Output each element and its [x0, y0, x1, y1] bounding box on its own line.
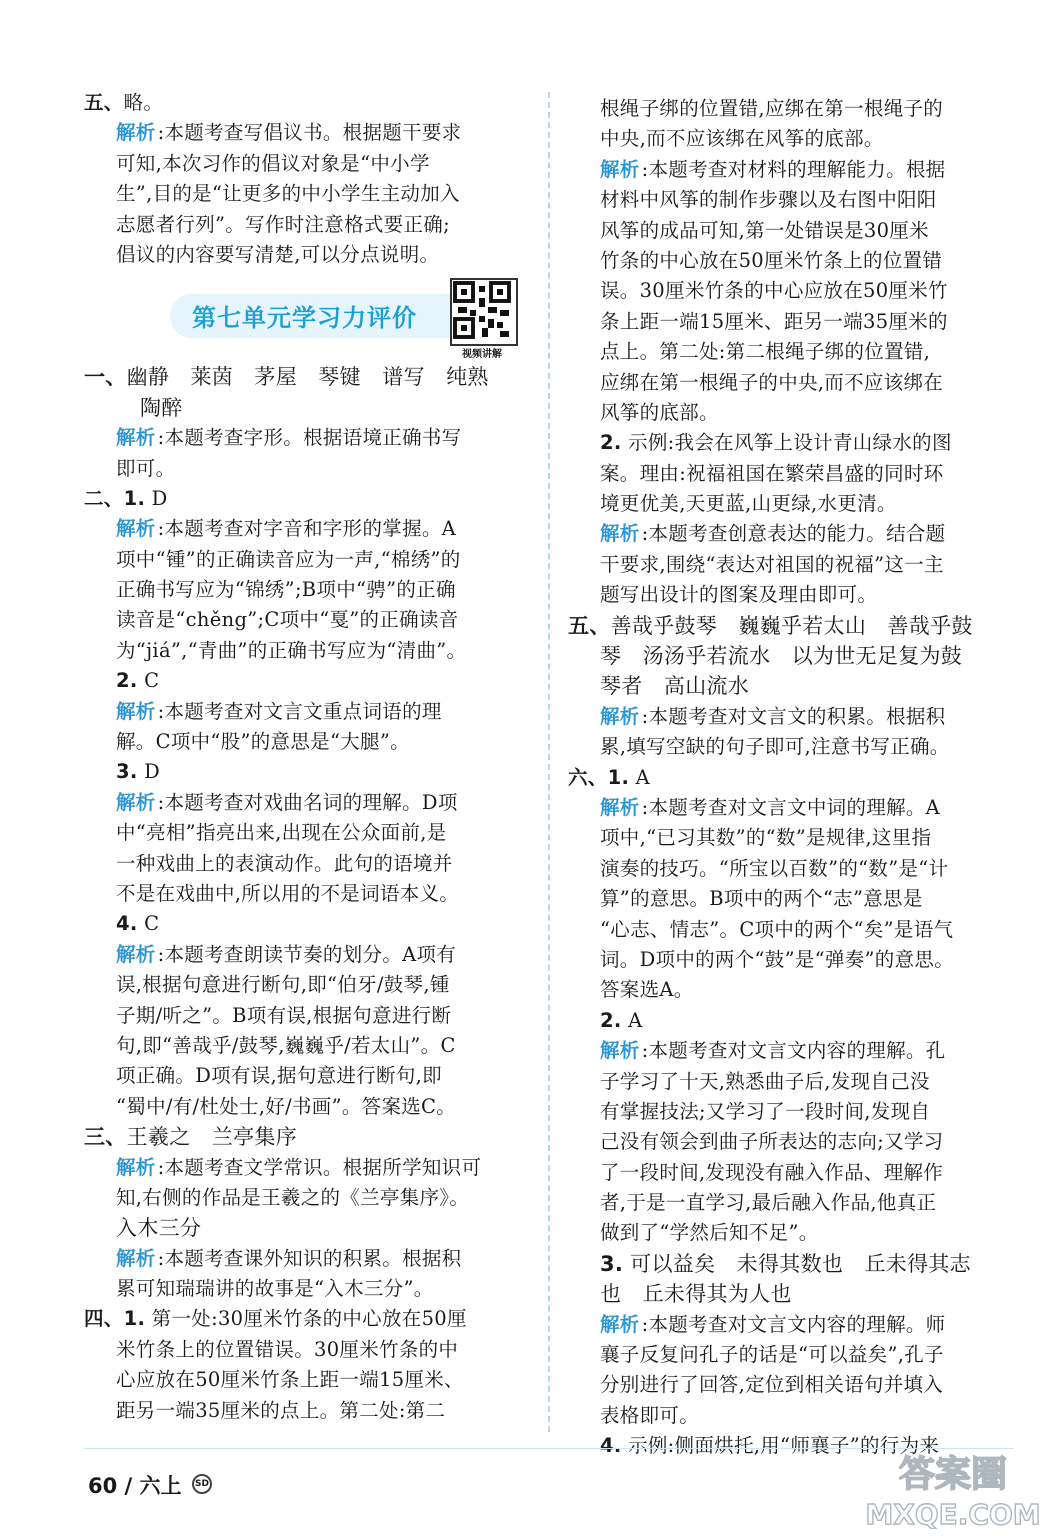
text-line: [568, 276, 1012, 306]
column-divider: [548, 92, 550, 1432]
line-text: 襄子反复问孔子的话是“可以益矣”,孔子: [600, 1343, 944, 1367]
line-text: 一种戏曲上的表演动作。此句的语境并: [116, 851, 453, 875]
text-line: [568, 519, 1012, 549]
page-number: 60 / 六上: [88, 1474, 182, 1498]
watermark-bottom-text: MXQE.COM: [865, 1498, 1041, 1531]
text-line: [84, 1335, 532, 1365]
text-line: [568, 489, 1012, 519]
line-text: 做到了“学然后知不足”。: [600, 1221, 819, 1245]
line-text: 可知,本次习作的倡议对象是“中小学: [116, 151, 430, 175]
text-line: [84, 879, 532, 909]
analysis-tag: 解析: [116, 699, 156, 723]
line-text: 距另一端35厘米的点上。第二处:第二: [116, 1398, 446, 1422]
text-line: [84, 940, 532, 970]
line-text: 累可知瑞瑞讲的故事是“入木三分”。: [116, 1277, 434, 1301]
line-text: 了一段时间,发现没有融入作品、理解作: [600, 1160, 944, 1184]
line-text: D: [137, 760, 161, 784]
line-text: :本题考查对文言文中词的理解。A: [641, 795, 941, 819]
text-line: [568, 337, 1012, 367]
qr-code-icon[interactable]: [450, 278, 518, 346]
line-text: C: [137, 669, 160, 693]
text-line: [84, 1031, 532, 1061]
line-text: :本题考查字形。根据语境正确书写: [157, 426, 462, 450]
line-text: 解。C项中“股”的意思是“大腿”。: [116, 730, 410, 754]
text-line: [568, 124, 1012, 154]
text-line: [84, 970, 532, 1000]
text-line: [84, 1092, 532, 1122]
line-text: :本题考查对文言文内容的理解。师: [641, 1312, 946, 1336]
text-line: [568, 94, 1012, 124]
section-number: 二、: [84, 486, 124, 510]
line-text: :本题考查朗读节奏的划分。A项有: [157, 942, 457, 966]
line-text: 演奏的技巧。“所宝以百数”的“数”是“计: [600, 856, 949, 880]
text-line: [84, 575, 532, 605]
line-text: 幽静 莱茵 茅屋 琴键 谱写 纯熟: [126, 365, 489, 390]
text-line: [568, 702, 1012, 732]
text-line: [568, 1218, 1012, 1248]
text-line: [84, 454, 532, 484]
question-number: 2.: [116, 669, 138, 693]
text-line: [568, 975, 1012, 1005]
line-text: “蜀中/有/杜处士,好/书画”。答案选C。: [116, 1094, 457, 1118]
text-line: [84, 1244, 532, 1274]
text-line: [84, 727, 532, 757]
text-line: [568, 155, 1012, 185]
text-line: [568, 884, 1012, 914]
line-text: :本题考查对戏曲名词的理解。D项: [157, 790, 458, 814]
text-line: [84, 545, 532, 575]
line-text: 生”,目的是“让更多的中小学生主动加入: [116, 182, 460, 206]
line-text: 应绑在第一根绳子的中央,而不应该绑在: [600, 370, 944, 394]
line-text: :本题考查对材料的理解能力。根据: [641, 157, 946, 181]
text-line: [568, 611, 1012, 641]
question-number: 1.: [607, 765, 630, 789]
analysis-tag: 解析: [116, 121, 156, 145]
analysis-tag: 解析: [600, 522, 640, 546]
text-line: [568, 1370, 1012, 1400]
text-line: [568, 1340, 1012, 1370]
line-text: 算”的意思。B项中的两个“志”意思是: [600, 887, 923, 911]
line-text: 根绳子绑的位置错,应绑在第一根绳子的: [600, 97, 944, 120]
text-line: [568, 854, 1012, 884]
line-text: 即可。: [116, 456, 176, 480]
line-text: 米竹条上的位置错误。30厘米竹条的中: [116, 1337, 459, 1361]
analysis-tag: 解析: [600, 704, 640, 728]
line-text: 子期/听之”。B项有误,根据句意进行断: [116, 1003, 452, 1027]
line-text: 误,根据句意进行断句,即“伯牙/鼓琴,锺: [116, 973, 450, 997]
text-line: [84, 788, 532, 818]
line-text: :本题考查对字音和字形的掌握。A: [157, 517, 457, 541]
line-text: 陶醉: [140, 395, 183, 420]
line-text: 表格即可。: [600, 1403, 700, 1427]
line-text: 点上。第二处:第二根绳子绑的位置错,: [600, 340, 931, 364]
text-line: [568, 1249, 1012, 1279]
text-line: [84, 1061, 532, 1091]
text-line: [568, 1006, 1012, 1036]
text-line: [568, 185, 1012, 215]
question-number: 4.: [600, 1434, 622, 1458]
line-text: 正确书写应为“锦绣”;B项中“骋”的正确: [116, 578, 456, 602]
line-text: D: [145, 486, 168, 510]
question-number: 4.: [116, 912, 138, 936]
section-number: 一、: [84, 365, 127, 390]
text-line: [568, 915, 1012, 945]
text-line: [568, 823, 1012, 853]
line-text: 子学习了十天,熟悉曲子后,发现自己没: [600, 1069, 930, 1093]
unit-title: 第七单元学习力评价: [192, 304, 417, 333]
line-text: 读音是“chěng”;C项中“戛”的正确读音: [116, 608, 459, 632]
text-line: [568, 550, 1012, 580]
section-number: 六、: [568, 765, 608, 789]
line-text: 词。D项中的两个“鼓”是“弹奏”的意思。: [600, 947, 955, 971]
text-line: [568, 793, 1012, 823]
analysis-tag: 解析: [600, 795, 640, 819]
text-line: [84, 1304, 532, 1334]
line-text: 风筝的成品可知,第一处错误是30厘米: [600, 218, 929, 242]
text-line: [568, 1036, 1012, 1066]
text-line: [84, 423, 532, 453]
question-number: 1.: [123, 486, 146, 510]
text-line: [84, 1396, 532, 1426]
line-text: 入木三分: [116, 1216, 202, 1241]
line-text: 不是在戏曲中,所以用的不是词语本义。: [116, 881, 460, 905]
analysis-tag: 解析: [116, 942, 156, 966]
text-line: [568, 1067, 1012, 1097]
line-text: 王羲之 兰亭集序: [126, 1125, 298, 1150]
line-text: 分别进行了回答,定位到相关语句并填入: [600, 1373, 944, 1397]
line-text: 善哉乎鼓琴 巍巍乎若太山 善哉乎鼓: [610, 613, 973, 638]
line-text: :本题考查对文言文的积累。根据积: [641, 704, 946, 728]
section-number: 三、: [84, 1125, 127, 1150]
line-text: 略。: [123, 91, 164, 114]
section-number: 四、: [84, 1307, 124, 1331]
question-number: 3.: [116, 760, 138, 784]
question-number: 2.: [600, 431, 622, 455]
line-text: :本题考查课外知识的积累。根据积: [157, 1246, 462, 1270]
text-line: [568, 1188, 1012, 1218]
text-line: [568, 1127, 1012, 1157]
unit-title-block: [84, 278, 532, 361]
text-line: [84, 1365, 532, 1395]
text-line: [84, 362, 532, 392]
text-line: [84, 210, 532, 240]
text-line: [568, 641, 1012, 671]
line-text: 项正确。D项有误,据句意进行断句,即: [116, 1064, 442, 1088]
line-text: “心志、情志”。C项中的两个“矣”是语气: [600, 917, 954, 941]
analysis-tag: 解析: [600, 1312, 640, 1336]
line-text: 中“亮相”指亮出来,出现在公众面前,是: [116, 821, 447, 845]
line-text: 项中“锺”的正确读音应为一声,“棉绣”的: [116, 547, 461, 571]
text-line: [568, 1401, 1012, 1431]
line-text: 琴 汤汤乎若流水 以为世无足复为鼓: [600, 644, 963, 669]
section-number: 五、: [568, 613, 611, 638]
analysis-tag: 解析: [116, 426, 156, 450]
line-text: 己没有领会到曲子所表达的志向;又学习: [600, 1130, 944, 1154]
line-text: 倡议的内容要写清楚,可以分点说明。: [116, 242, 440, 266]
line-text: 第一处:30厘米竹条的中心放在50厘: [145, 1307, 467, 1331]
line-text: 项中,“已习其数”的“数”是规律,这里指: [600, 826, 932, 850]
text-line: [84, 757, 532, 787]
line-text: 志愿者行列”。写作时注意格式要正确;: [116, 212, 450, 236]
text-line: [84, 1122, 532, 1152]
text-line: [568, 1279, 1012, 1309]
text-line: [84, 849, 532, 879]
analysis-tag: 解析: [116, 790, 156, 814]
line-text: 风筝的底部。: [600, 400, 719, 424]
line-text: 条上距一端15厘米、距另一端35厘米的: [600, 309, 948, 333]
text-line: [84, 484, 532, 514]
text-line: [84, 240, 532, 270]
question-number: 1.: [123, 1307, 146, 1331]
line-text: 琴者 高山流水: [600, 674, 750, 699]
text-line: [84, 1213, 532, 1243]
text-line: [84, 1153, 532, 1183]
line-text: :本题考查对文言文重点词语的理: [157, 699, 442, 723]
line-text: :本题考查对文言文内容的理解。孔: [641, 1039, 946, 1063]
text-line: [568, 1097, 1012, 1127]
line-text: 也 丘未得其为人也: [600, 1282, 792, 1307]
section-number: 五、: [84, 91, 124, 114]
line-text: 累,填写空缺的句子即可,注意书写正确。: [600, 735, 950, 759]
text-line: [568, 246, 1012, 276]
line-text: 中央,而不应该绑在风筝的底部。: [600, 127, 884, 151]
text-line: [568, 368, 1012, 398]
line-text: 材料中风筝的制作步骤以及右图中阳阳: [600, 188, 937, 212]
text-line: [84, 118, 532, 148]
line-text: :本题考查文学常识。根据所学知识可: [157, 1155, 482, 1179]
line-text: 心应放在50厘米竹条上距一端15厘米、: [116, 1368, 464, 1392]
text-line: [568, 398, 1012, 428]
text-line: [84, 666, 532, 696]
text-line: [568, 671, 1012, 701]
analysis-tag: 解析: [116, 1246, 156, 1270]
line-text: :本题考查创意表达的能力。结合题: [641, 522, 946, 546]
text-line: [84, 393, 532, 423]
line-text: C: [137, 912, 160, 936]
line-text: 干要求,围绕“表达对祖国的祝福”这一主: [600, 552, 944, 576]
left-column: [84, 88, 532, 1426]
text-line: [84, 818, 532, 848]
text-line: [84, 1274, 532, 1304]
text-line: [84, 88, 532, 118]
line-text: 境更优美,天更蓝,山更绿,水更清。: [600, 492, 897, 516]
line-text: A: [621, 1008, 643, 1032]
line-text: 竹条的中心放在50厘米竹条上的位置错: [600, 248, 943, 272]
qr-caption: 视频讲解: [462, 349, 502, 361]
line-text: 题写出设计的图案及理由即可。: [600, 583, 878, 607]
analysis-tag: 解析: [116, 1155, 156, 1179]
watermark-top-text: 答案圈: [898, 1454, 1008, 1495]
text-line: [568, 763, 1012, 793]
edition-badge: SD: [192, 1474, 212, 1494]
line-text: :本题考查写倡议书。根据题干要求: [157, 121, 462, 145]
text-line: [84, 636, 532, 666]
question-number: 2.: [600, 1008, 622, 1032]
line-text: 句,即“善哉乎/鼓琴,巍巍乎/若太山”。C: [116, 1033, 456, 1057]
analysis-tag: 解析: [600, 1039, 640, 1063]
right-column: [568, 94, 1012, 1462]
text-line: [84, 179, 532, 209]
text-line: [84, 1001, 532, 1031]
analysis-tag: 解析: [116, 517, 156, 541]
text-line: [84, 909, 532, 939]
line-text: 者,于是一直学习,最后融入作品,他真正: [600, 1191, 937, 1215]
line-text: A: [629, 765, 651, 789]
line-text: 案。理由:祝福祖国在繁荣昌盛的同时环: [600, 461, 944, 485]
line-text: 为“jiá”,“青曲”的正确书写应为“清曲”。: [116, 638, 467, 662]
line-text: 示例:我会在风筝上设计青山绿水的图: [621, 431, 952, 455]
text-line: [568, 307, 1012, 337]
watermark-logo: [858, 1444, 1048, 1534]
text-line: [84, 1183, 532, 1213]
line-text: 有掌握技法;又学习了一段时间,发现自: [600, 1099, 931, 1123]
text-line: [84, 514, 532, 544]
text-line: [568, 1310, 1012, 1340]
text-line: [568, 732, 1012, 762]
text-line: [568, 459, 1012, 489]
line-text: 误。30厘米竹条的中心应放在50厘米竹: [600, 279, 948, 303]
line-text: 知,右侧的作品是王羲之的《兰亭集序》。: [116, 1185, 470, 1209]
text-line: [568, 945, 1012, 975]
text-line: [84, 697, 532, 727]
line-text: 示例:侧面烘托,用“师襄子”的行为来: [621, 1434, 940, 1458]
text-line: [84, 149, 532, 179]
analysis-tag: 解析: [600, 157, 640, 181]
text-line: [84, 605, 532, 635]
text-line: [568, 428, 1012, 458]
line-text: 答案选A。: [600, 978, 694, 1002]
question-number: 3.: [600, 1251, 624, 1276]
text-line: [568, 1158, 1012, 1188]
line-text: 可以益矣 未得其数也 丘未得其志: [623, 1251, 971, 1276]
text-line: [568, 216, 1012, 246]
text-line: [568, 580, 1012, 610]
